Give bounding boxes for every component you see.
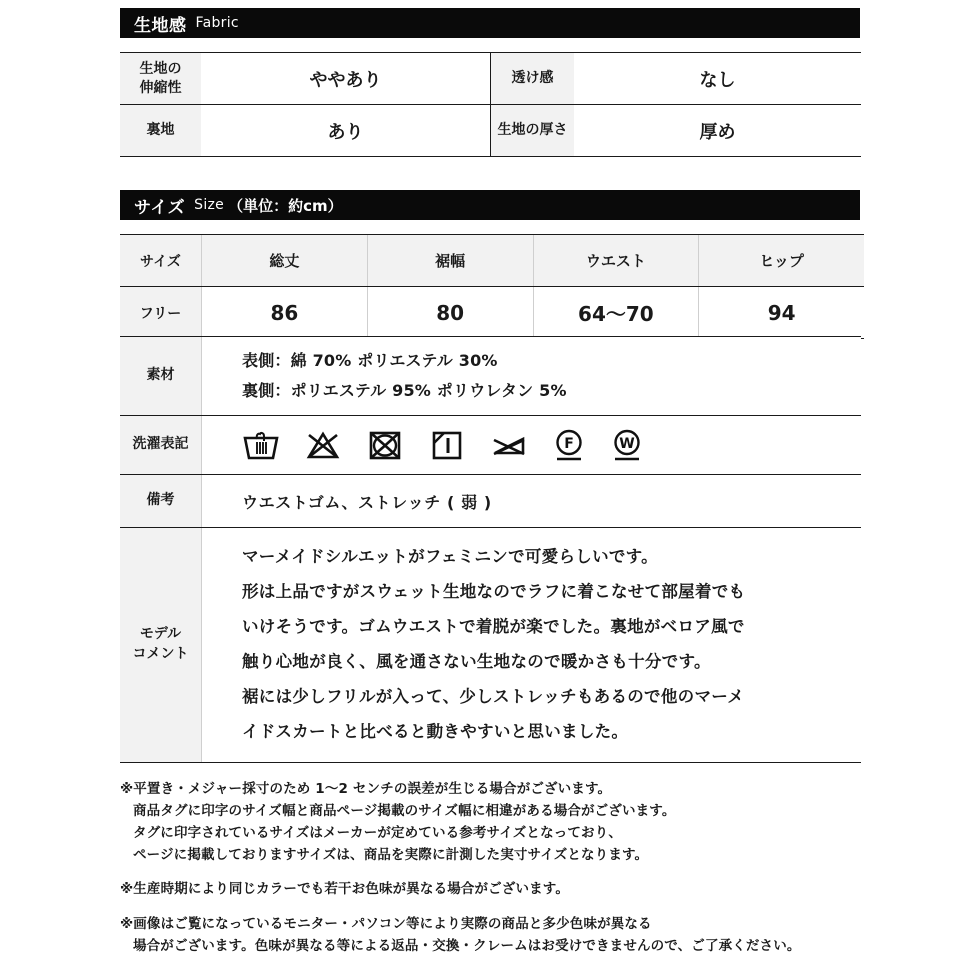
model-comment-line: イドスカートと比べると動きやすいと思いました。 <box>242 721 629 741</box>
model-comment-line: 裾には少しフリルが入って、少しストレッチもあるので他のマーメ <box>242 686 745 706</box>
fabric-thickness-value: 厚め <box>574 105 861 157</box>
hand-wash-icon <box>242 429 280 461</box>
footnote-line: ※生産時期により同じカラーでも若干お色味が異なる場合がございます。 <box>120 881 569 898</box>
footnote-block-monitor-color <box>120 914 880 958</box>
model-comment-line: 触り心地が良く、風を通さない生地なので暖かさも十分です。 <box>242 652 711 671</box>
remarks-value <box>202 475 861 528</box>
table-row <box>120 53 861 105</box>
no-tumble-dry-icon <box>366 429 404 461</box>
fabric-lining-value: あり <box>201 105 491 157</box>
care-label: 洗濯表記 <box>120 416 202 475</box>
fabric-stretch-label-line2: 伸縮性 <box>139 79 182 96</box>
fabric-thickness-label: 生地の厚さ <box>491 105 575 157</box>
footnote-block-color-batch <box>120 879 880 901</box>
footnote-block-measurement <box>120 779 880 866</box>
size-row-name-free: フリー <box>120 287 202 339</box>
care-value <box>202 416 861 475</box>
footnote-line: ※平置き・メジャー採寸のため 1〜2 センチの誤差が生じる場合がございます。 <box>120 781 612 797</box>
table-row-material <box>120 337 861 416</box>
size-value-hip: 94 <box>699 287 864 339</box>
fabric-section-title-jp: 生地感 <box>134 15 187 36</box>
footnote-line: 商品タグに印字のサイズ幅と商品ページ掲載のサイズ幅に相違がある場合がございます。 <box>133 802 676 819</box>
svg-text:W: W <box>619 436 635 452</box>
fabric-sheerness-value: なし <box>574 53 861 105</box>
size-table <box>120 234 864 339</box>
no-iron-icon <box>490 429 528 461</box>
model-comment-value <box>202 528 861 763</box>
fabric-section-header <box>120 8 860 38</box>
fabric-stretch-label-line1: 生地の <box>139 60 182 77</box>
footnote-line: タグに印字されているサイズはメーカーが定めている参考サイズとなっており、 <box>133 824 622 841</box>
fabric-lining-label: 裏地 <box>120 105 201 157</box>
size-value-waist: 64〜70 <box>533 287 699 339</box>
dry-clean-f-icon <box>552 428 586 462</box>
footnotes <box>120 779 880 971</box>
size-section-header <box>120 190 860 220</box>
size-section-unit: （単位：約cm） <box>228 196 343 215</box>
size-section-title-jp: サイズ <box>134 197 186 218</box>
material-label: 素材 <box>120 337 202 416</box>
table-row <box>120 287 864 339</box>
footnote-line: 場合がございます。色味が異なる等による返品・交換・クレームはお受けできませんので、ご了承ください。 <box>133 938 801 955</box>
fabric-sheerness-label: 透け感 <box>491 53 575 105</box>
size-section-title-en: Size <box>194 197 225 213</box>
table-header-row <box>120 235 864 287</box>
fabric-section-title-en: Fabric <box>195 15 239 31</box>
remarks-text: ウエストゴム、ストレッチ ( 弱 ) <box>242 492 492 512</box>
table-row-remarks <box>120 475 861 528</box>
footnote-line: ページに掲載しておりますサイズは、商品を実際に計測した実寸サイズとなります。 <box>133 846 649 863</box>
table-row-care <box>120 416 861 475</box>
size-col-header-length: 総丈 <box>202 235 368 287</box>
model-comment-label-line1: モデル <box>139 626 182 643</box>
table-row <box>120 105 861 157</box>
model-comment-line: 形は上品ですがスウェット生地なのでラフに着こなせて部屋着でも <box>242 582 746 602</box>
size-value-length: 86 <box>202 287 368 339</box>
svg-text:F: F <box>564 436 574 452</box>
detail-table <box>120 336 861 763</box>
model-comment-label-line2: コメント <box>132 646 189 662</box>
model-comment-label <box>120 528 202 763</box>
model-comment-line: マーメイドシルエットがフェミニンで可愛らしいです。 <box>242 547 658 567</box>
size-col-header-hem-width: 裾幅 <box>367 235 533 287</box>
fabric-stretch-value: ややあり <box>201 53 491 105</box>
size-col-header-hip: ヒップ <box>699 235 864 287</box>
footnote-line: ※画像はご覧になっているモニター・パソコン等により実際の商品と多少色味が異なる <box>120 916 652 933</box>
size-value-hem-width: 80 <box>367 287 533 339</box>
line-dry-shade-icon <box>428 429 466 461</box>
size-col-header-size: サイズ <box>120 235 202 287</box>
care-symbol-list <box>242 428 861 462</box>
no-bleach-icon <box>304 429 342 461</box>
material-value <box>202 337 861 416</box>
wet-clean-w-icon <box>610 428 644 462</box>
size-col-header-waist: ウエスト <box>533 235 699 287</box>
model-comment-line: いけそうです。ゴムウエストで着脱が楽でした。裏地がベロア風で <box>242 617 745 637</box>
material-line-outer: 表側：綿 70% ポリエステル 30% <box>242 351 498 371</box>
fabric-table <box>120 52 861 157</box>
remarks-label: 備考 <box>120 475 202 528</box>
material-line-inner: 裏側：ポリエステル 95% ポリウレタン 5% <box>242 381 567 400</box>
fabric-stretch-label <box>120 53 201 105</box>
table-row-model-comment <box>120 528 861 763</box>
